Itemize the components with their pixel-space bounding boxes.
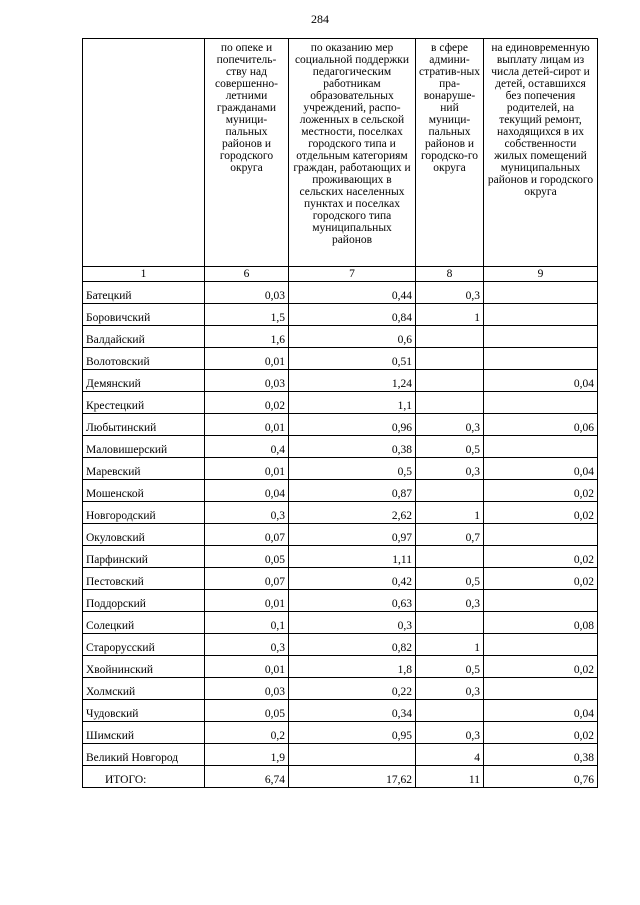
table-row (83, 392, 598, 414)
value-cell: 0,3 (289, 612, 416, 634)
value-cell (416, 612, 484, 634)
table-row (83, 546, 598, 568)
municipality-name-cell: Шимский (83, 722, 205, 744)
value-cell: 0,22 (289, 678, 416, 700)
value-cell: 0,84 (289, 304, 416, 326)
value-cell: 0,1 (205, 612, 289, 634)
value-cell (416, 700, 484, 722)
municipality-name-cell: Валдайский (83, 326, 205, 348)
value-cell: 0,95 (289, 722, 416, 744)
municipality-name-cell: ИТОГО: (83, 766, 205, 788)
value-cell (484, 678, 598, 700)
table-row (83, 700, 598, 722)
value-cell: 0,82 (289, 634, 416, 656)
value-cell: 0,03 (205, 370, 289, 392)
header-row (83, 39, 598, 267)
municipality-name-cell: Крестецкий (83, 392, 205, 414)
value-cell (416, 392, 484, 414)
municipality-name-cell: Поддорский (83, 590, 205, 612)
table-row (83, 348, 598, 370)
value-cell: 6,74 (205, 766, 289, 788)
value-cell: 17,62 (289, 766, 416, 788)
value-cell: 0,51 (289, 348, 416, 370)
value-cell: 1,8 (289, 656, 416, 678)
value-cell: 1,5 (205, 304, 289, 326)
table-row (83, 326, 598, 348)
value-cell: 0,4 (205, 436, 289, 458)
value-cell: 0,38 (289, 436, 416, 458)
municipality-name-cell: Великий Новгород (83, 744, 205, 766)
value-cell (484, 590, 598, 612)
value-cell: 1,9 (205, 744, 289, 766)
value-cell (484, 326, 598, 348)
value-cell: 0,03 (205, 678, 289, 700)
value-cell: 0,01 (205, 414, 289, 436)
table-row (83, 612, 598, 634)
total-row (83, 766, 598, 788)
subsidy-table (82, 38, 598, 788)
value-cell: 0,6 (289, 326, 416, 348)
municipality-name-cell: Чудовский (83, 700, 205, 722)
table-row (83, 436, 598, 458)
value-cell: 0,42 (289, 568, 416, 590)
value-cell: 0,3 (205, 634, 289, 656)
value-cell: 0,01 (205, 590, 289, 612)
value-cell: 0,04 (484, 700, 598, 722)
value-cell: 4 (416, 744, 484, 766)
value-cell: 1 (416, 304, 484, 326)
value-cell: 0,63 (289, 590, 416, 612)
value-cell (484, 348, 598, 370)
value-cell (416, 348, 484, 370)
municipality-name-cell: Старорусский (83, 634, 205, 656)
column-number: 9 (484, 267, 598, 282)
value-cell: 0,07 (205, 524, 289, 546)
value-cell: 0,01 (205, 458, 289, 480)
value-cell: 1 (416, 634, 484, 656)
column-number: 8 (416, 267, 484, 282)
municipality-name-cell: Солецкий (83, 612, 205, 634)
value-cell (484, 392, 598, 414)
table-row (83, 744, 598, 766)
municipality-name-cell: Новгородский (83, 502, 205, 524)
value-cell: 0,04 (484, 370, 598, 392)
table-row (83, 634, 598, 656)
value-cell: 0,2 (205, 722, 289, 744)
value-cell (416, 370, 484, 392)
value-cell: 0,07 (205, 568, 289, 590)
value-cell: 0,04 (205, 480, 289, 502)
column-number: 7 (289, 267, 416, 282)
value-cell: 0,3 (416, 678, 484, 700)
value-cell: 0,05 (205, 546, 289, 568)
value-cell: 0,97 (289, 524, 416, 546)
value-cell: 0,5 (416, 656, 484, 678)
value-cell: 0,01 (205, 656, 289, 678)
municipality-name-cell: Демянский (83, 370, 205, 392)
value-cell (416, 546, 484, 568)
value-cell: 0,38 (484, 744, 598, 766)
table-row (83, 414, 598, 436)
value-cell: 0,44 (289, 282, 416, 304)
value-cell: 0,03 (205, 282, 289, 304)
value-cell: 0,5 (416, 436, 484, 458)
header-cell-administrative-offenses: в сфере админи-стратив-ных пра-вонаруше-ний муници-пальных районов и городско-го округа (416, 39, 484, 267)
header-cell-teacher-support: по оказанию мер социальной поддержки педагогическим работникам образовательных учреждений, распо-ложенных в сельской местности, поселках городского типа и отдельным категориям граждан, работающих и проживающих в сельских населенных пунктах и поселках городского типа муниципальных районов (289, 39, 416, 267)
value-cell: 0,08 (484, 612, 598, 634)
table-row (83, 304, 598, 326)
value-cell: 1,1 (289, 392, 416, 414)
value-cell: 1,24 (289, 370, 416, 392)
value-cell: 0,76 (484, 766, 598, 788)
value-cell: 0,02 (484, 722, 598, 744)
municipality-name-cell: Пестовский (83, 568, 205, 590)
value-cell: 0,04 (484, 458, 598, 480)
value-cell: 0,96 (289, 414, 416, 436)
value-cell (289, 744, 416, 766)
table-row (83, 656, 598, 678)
value-cell: 0,05 (205, 700, 289, 722)
value-cell: 0,3 (416, 590, 484, 612)
value-cell: 0,02 (205, 392, 289, 414)
value-cell: 0,02 (484, 568, 598, 590)
value-cell (416, 326, 484, 348)
header-cell-orphan-housing-repair: на единовременную выплату лицам из числа детей-сирот и детей, оставшихся без попечения родителей, на текущий ремонт, находящихся в их собственности жилых помещений муниципальных районов и городского округа (484, 39, 598, 267)
value-cell: 1 (416, 502, 484, 524)
value-cell: 0,3 (416, 722, 484, 744)
value-cell: 1,11 (289, 546, 416, 568)
municipality-name-cell: Маревский (83, 458, 205, 480)
value-cell (484, 524, 598, 546)
value-cell: 11 (416, 766, 484, 788)
value-cell (484, 282, 598, 304)
value-cell (484, 304, 598, 326)
value-cell: 0,3 (416, 282, 484, 304)
table-row (83, 282, 598, 304)
column-number-row (83, 267, 598, 282)
municipality-name-cell: Парфинский (83, 546, 205, 568)
municipality-name-cell: Холмский (83, 678, 205, 700)
value-cell: 0,5 (289, 458, 416, 480)
value-cell: 0,01 (205, 348, 289, 370)
municipality-name-cell: Мошенской (83, 480, 205, 502)
value-cell: 0,87 (289, 480, 416, 502)
value-cell: 0,02 (484, 480, 598, 502)
municipality-name-cell: Окуловский (83, 524, 205, 546)
value-cell (416, 480, 484, 502)
value-cell: 0,02 (484, 502, 598, 524)
value-cell: 0,3 (416, 414, 484, 436)
value-cell: 0,34 (289, 700, 416, 722)
municipality-name-cell: Маловишерский (83, 436, 205, 458)
table-row (83, 502, 598, 524)
municipality-name-cell: Волотовский (83, 348, 205, 370)
value-cell: 0,5 (416, 568, 484, 590)
table-row (83, 524, 598, 546)
value-cell (484, 634, 598, 656)
header-cell-guardianship: по опеке и попечитель-ству над совершенно-летними гражданами муници-пальных районов и городского округа (205, 39, 289, 267)
column-number: 6 (205, 267, 289, 282)
value-cell: 0,02 (484, 546, 598, 568)
table-row (83, 678, 598, 700)
value-cell: 0,7 (416, 524, 484, 546)
municipality-name-cell: Хвойнинский (83, 656, 205, 678)
municipality-name-cell: Боровичский (83, 304, 205, 326)
table-row (83, 370, 598, 392)
value-cell: 0,02 (484, 656, 598, 678)
table-row (83, 590, 598, 612)
value-cell: 1,6 (205, 326, 289, 348)
value-cell (484, 436, 598, 458)
header-cell-municipality (83, 39, 205, 267)
municipality-name-cell: Батецкий (83, 282, 205, 304)
page-number: 284 (311, 12, 329, 26)
column-number: 1 (83, 267, 205, 282)
value-cell: 0,3 (205, 502, 289, 524)
value-cell: 0,06 (484, 414, 598, 436)
table-row (83, 458, 598, 480)
table-row (83, 480, 598, 502)
table-row (83, 722, 598, 744)
value-cell: 2,62 (289, 502, 416, 524)
value-cell: 0,3 (416, 458, 484, 480)
municipality-name-cell: Любытинский (83, 414, 205, 436)
table-row (83, 568, 598, 590)
